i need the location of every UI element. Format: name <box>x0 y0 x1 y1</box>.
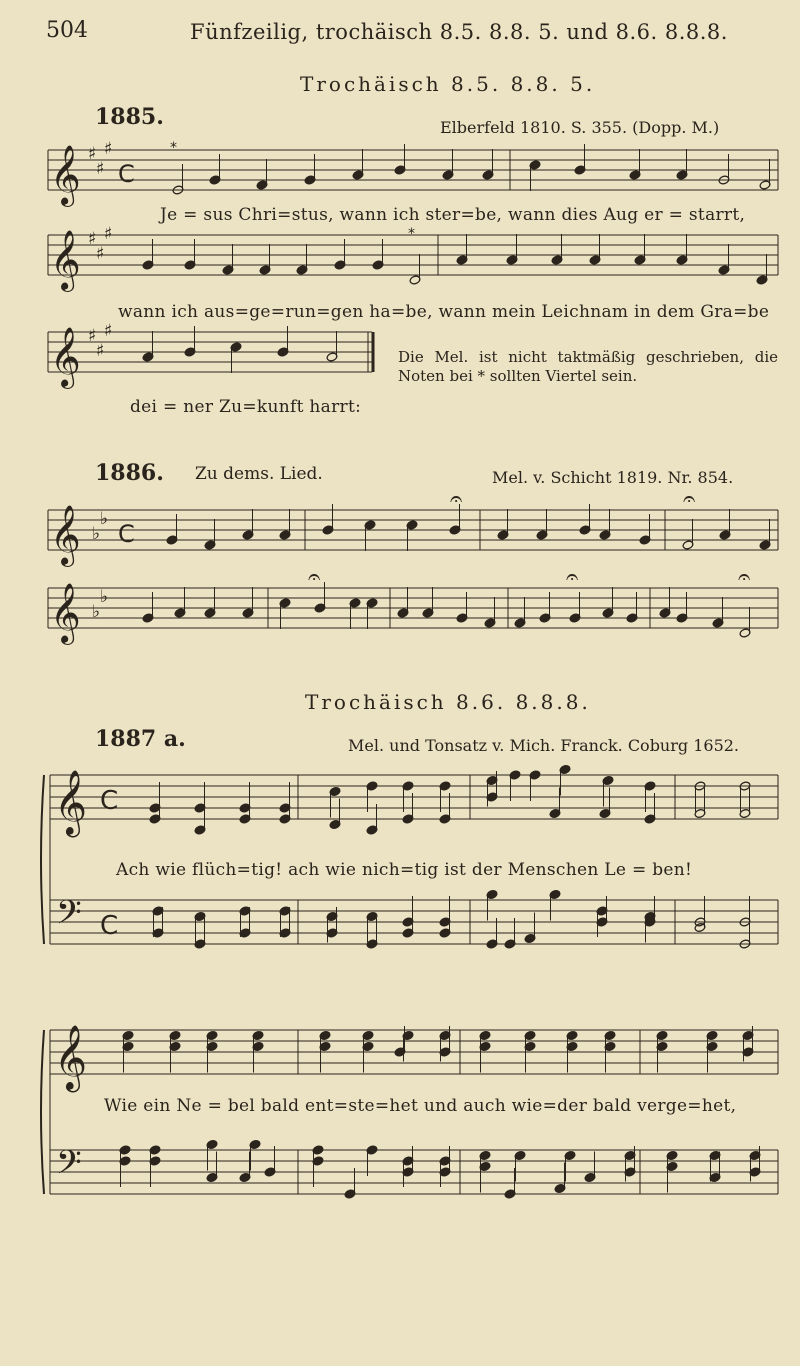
common-time: C <box>100 786 119 816</box>
lyrics-1885-line3: dei = ner Zu=kunft harrt: <box>130 397 362 417</box>
key-signature-sharp: ♯ <box>88 229 97 249</box>
section-title-2: Trochäisch 8.6. 8.8.8. <box>305 690 591 714</box>
bass-clef: 𝄢 <box>56 894 82 940</box>
brace <box>41 775 44 944</box>
fermata: 𝄐 <box>566 565 579 590</box>
melody-note: Die Mel. ist nicht taktmäßig geschrieben, die Noten bei * sollten Viertel sein. <box>398 348 778 385</box>
lyrics-1887a-line2: Wie ein Ne = bel bald ent=ste=het und auch wie=der bald verge=het, <box>104 1096 737 1116</box>
hymn-number-1885: 1885. <box>95 104 164 130</box>
common-time: C <box>118 520 135 548</box>
hymn-subtitle-1886: Zu dems. Lied. <box>195 464 323 484</box>
key-signature-sharp: ♯ <box>96 341 105 361</box>
asterisk: * <box>170 140 177 156</box>
common-time: C <box>100 911 119 941</box>
hymn-source-1887a: Mel. und Tonsatz v. Mich. Franck. Coburg 1652. <box>348 736 740 755</box>
treble-clef: 𝄞 <box>50 583 81 643</box>
hymn-number-1886: 1886. <box>95 460 164 486</box>
treble-clef: 𝄞 <box>50 327 81 387</box>
hymn-source-1885: Elberfeld 1810. S. 355. (Dopp. M.) <box>440 118 720 137</box>
fermata: 𝄐 <box>683 487 696 512</box>
key-signature-flat: ♭ <box>92 602 101 622</box>
treble-clef: 𝄞 <box>50 230 81 290</box>
hymn-source-1886: Mel. v. Schicht 1819. Nr. 854. <box>492 468 734 487</box>
treble-clef: 𝄞 <box>54 770 88 835</box>
fermata: 𝄐 <box>308 565 321 590</box>
fermata: 𝄐 <box>450 487 463 512</box>
key-signature-flat: ♭ <box>92 524 101 544</box>
key-signature-sharp: ♯ <box>104 224 113 244</box>
hymn-number-1887a: 1887 a. <box>95 726 186 752</box>
key-signature-sharp: ♯ <box>104 321 113 341</box>
section-title-1: Trochäisch 8.5. 8.8. 5. <box>300 72 596 96</box>
lyrics-1885-line2: wann ich aus=ge=run=gen ha=be, wann mein Leichnam in dem Gra=be <box>118 302 770 322</box>
treble-clef: 𝄞 <box>54 1025 88 1090</box>
common-time: C <box>118 160 135 188</box>
fermata: 𝄐 <box>738 565 751 590</box>
brace <box>41 1030 44 1194</box>
key-signature-sharp: ♯ <box>104 139 113 159</box>
bass-clef: 𝄢 <box>56 1144 82 1190</box>
page-number: 504 <box>46 18 88 43</box>
key-signature-flat: ♭ <box>100 587 109 607</box>
key-signature-flat: ♭ <box>100 509 109 529</box>
lyrics-1885-line1: Je = sus Chri=stus, wann ich ster=be, wann dies Aug er = starrt, <box>160 205 746 225</box>
treble-clef: 𝄞 <box>50 145 81 205</box>
key-signature-sharp: ♯ <box>88 326 97 346</box>
lyrics-1887a-line1: Ach wie flüch=tig! ach wie nich=tig ist der Menschen Le = ben! <box>116 860 693 880</box>
asterisk: * <box>408 226 415 242</box>
treble-clef: 𝄞 <box>50 505 81 565</box>
running-title: Fünfzeilig, trochäisch 8.5. 8.8. 5. und 8.6. 8.8.8. <box>190 20 728 44</box>
key-signature-sharp: ♯ <box>96 159 105 179</box>
key-signature-sharp: ♯ <box>88 144 97 164</box>
key-signature-sharp: ♯ <box>96 244 105 264</box>
